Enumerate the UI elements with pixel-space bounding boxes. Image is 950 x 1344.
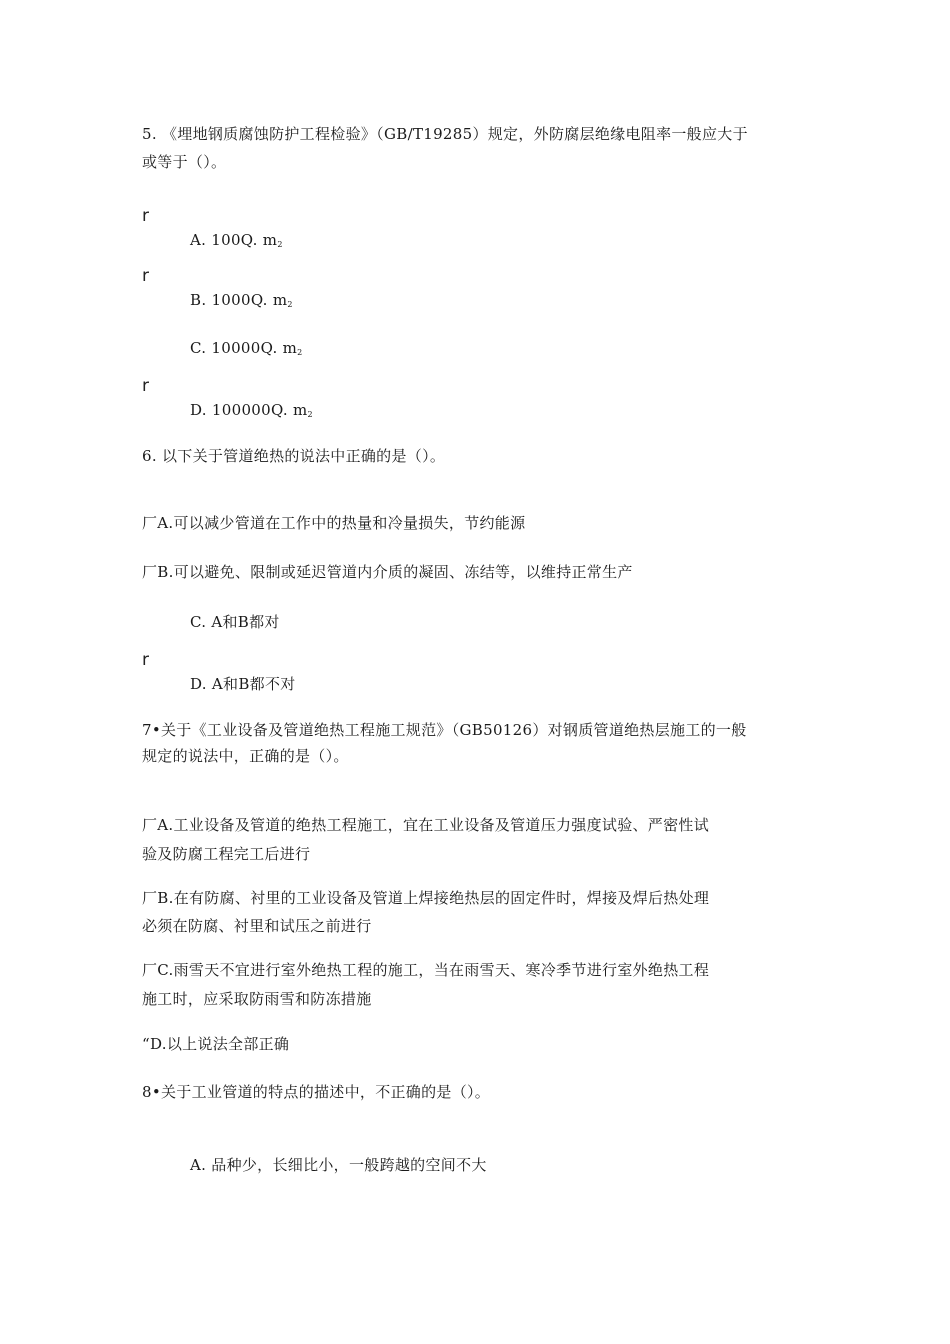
question-7-option-a-line-2: 验及防腐工程完工后进行	[142, 845, 311, 863]
question-7-option-d: “D.以上说法全部正确	[142, 1035, 290, 1053]
question-5-option-a	[190, 230, 283, 255]
question-5-stem-line-1: 5. 《埋地钢质腐蚀防护工程检验》（GB/T19285）规定，外防腐层绝缘电阻率一般应大于	[142, 125, 748, 143]
question-6-option-c: C. A和B都对	[190, 613, 280, 631]
question-6-option-a: 厂A.可以减少管道在工作中的热量和冷量损失，节约能源	[142, 514, 526, 532]
option-c-text: C. 10000Q. m	[190, 339, 298, 357]
question-6-stem: 6. 以下关于管道绝热的说法中正确的是（）。	[142, 447, 446, 465]
question-7-stem-line-2: 规定的说法中，正确的是（）。	[142, 747, 349, 765]
question-6-option-b: 厂B.可以避免、限制或延迟管道内介质的凝固、冻结等，以维持正常生产	[142, 563, 633, 581]
radio-mark-q6-d: r	[142, 650, 149, 670]
question-7-option-b-line-1: 厂B.在有防腐、衬里的工业设备及管道上焊接绝热层的固定件时，焊接及焊后热处理	[142, 889, 710, 907]
question-7-stem-line-1: 7•关于《工业设备及管道绝热工程施工规范》（GB50126）对钢质管道绝热层施工的一般	[142, 721, 747, 739]
unit-subscript: 2	[307, 410, 313, 419]
unit-subscript: 2	[277, 240, 283, 249]
question-8-option-a: A. 品种少，长细比小，一般跨越的空间不大	[190, 1156, 487, 1174]
question-5-option-b	[190, 290, 293, 315]
question-5-option-d	[190, 400, 313, 425]
question-8-stem: 8•关于工业管道的特点的描述中，不正确的是（）。	[142, 1083, 491, 1101]
question-7-option-b-line-2: 必须在防腐、衬里和试压之前进行	[142, 917, 372, 935]
option-a-text: A. 100Q. m	[190, 231, 278, 249]
unit-subscript: 2	[297, 348, 303, 357]
question-7-option-a-line-1: 厂A.工业设备及管道的绝热工程施工，宜在工业设备及管道压力强度试验、严密性试	[142, 816, 710, 834]
option-d-text: D. 100000Q. m	[190, 401, 308, 419]
question-5-option-c	[190, 338, 303, 363]
question-6-option-d: D. A和B都不对	[190, 675, 296, 693]
question-5-stem-line-2: 或等于（）。	[142, 153, 227, 171]
radio-mark-q5-d: r	[142, 376, 149, 396]
unit-subscript: 2	[287, 300, 293, 309]
option-b-text: B. 1000Q. m	[190, 291, 288, 309]
question-7-option-c-line-1: 厂C.雨雪天不宜进行室外绝热工程的施工，当在雨雪天、寒冷季节进行室外绝热工程	[142, 961, 710, 979]
radio-mark-q5-a: r	[142, 206, 149, 226]
radio-mark-q5-b: r	[142, 266, 149, 286]
question-7-option-c-line-2: 施工时，应采取防雨雪和防冻措施	[142, 990, 372, 1008]
